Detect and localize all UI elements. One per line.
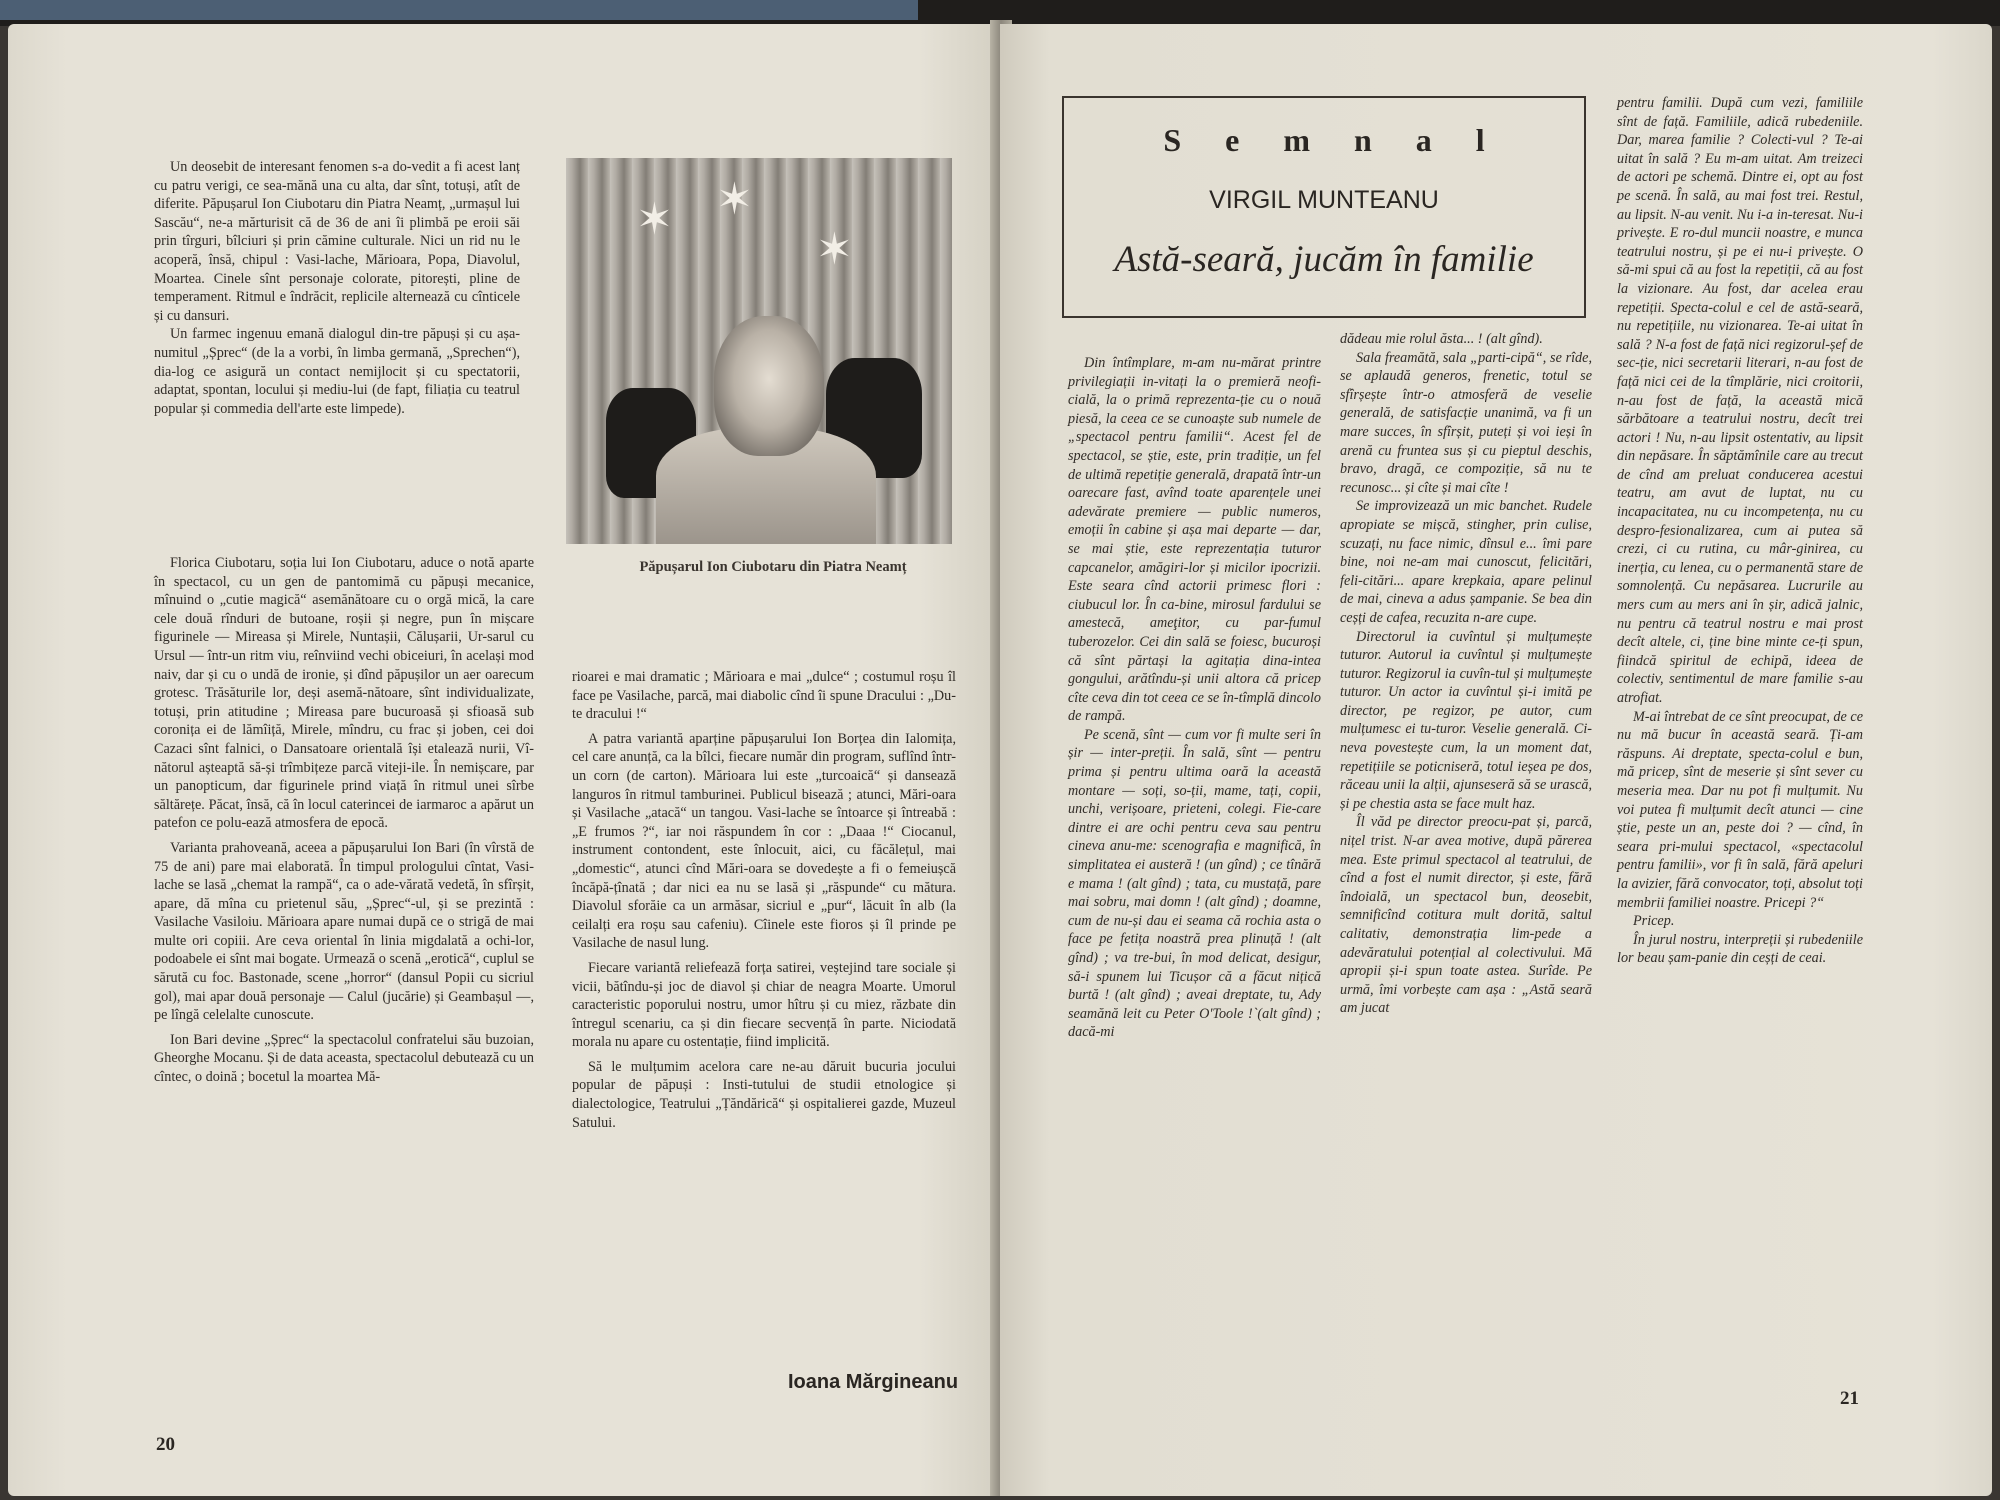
article-author: Ioana Mărgineanu bbox=[788, 1371, 959, 1393]
paragraph: Se improvizează un mic banchet. Rudele apropiate se mișcă, stingher, prin culise, scuzați, nu face nimic, dînsul e... îmi pare bine, noi ne-am mai cunoscut, felicitări, feli-citări... apare krepkaia, apare pelinul de mai, cineva a adus șampanie. Se bea din ceșți de cafea, recuzita n-are cupe. bbox=[1340, 498, 1592, 626]
page-number: 21 bbox=[1840, 1388, 1859, 1409]
paragraph: rioarei e mai dramatic ; Mărioara e mai „dulce“ ; costumul roșu îl face pe Vasilache, parcă, mai diabolic cînd îi spune Dracului : „Du-te dracului !“ bbox=[572, 669, 956, 723]
left-page bbox=[8, 24, 998, 1496]
paragraph: În jurul nostru, interpreții și rubedeniile lor beau șam-panie din ceșți de ceai. bbox=[1617, 931, 1863, 967]
page-number: 20 bbox=[156, 1434, 175, 1455]
puppeteer-portrait bbox=[714, 316, 824, 456]
star-decoration-icon: ✶ bbox=[716, 175, 753, 224]
title-box bbox=[1062, 96, 1586, 318]
paragraph: Îl văd pe director preocu-pat și, parcă, nițel trist. N-ar avea motive, după părerea mea. Este primul spectacol al teatrului, de cînd a fost el numit director, și este, fără îndoială, un spectacol bun, deosebit, semnificînd cotitura mult dorită, saltul calitativ, demonstrația lim-pede a adevăratului potențial al colectivului. Mă apropii și-i spun toate astea. Surîde. Pe urmă, îmi vorbește cam așa : „Astă seară am jucat bbox=[1340, 814, 1592, 1017]
paragraph: Un farmec ingenuu emană dialogul din-tre păpuși și cu așa-numitul „Șpreс“ (de la a vorbi, în limba germană, „Sprechen“), dia-log ce asigură un contact nemijlocit și cu spectatorii, adaptat, spontan, locului și mediu-lui (de fapt, filiația cu teatrul popular și commedia dell'arte este limpede). bbox=[154, 326, 520, 417]
puppeteer-photo bbox=[566, 158, 952, 544]
paragraph: Un deosebit de interesant fenomen s-a do-vedit a fi acest lanț cu patru verigi, ce sea-mănă una cu alta, dar sînt, totuși, atît de diferite. Păpușarul Ion Ciubotaru din Piatra Neamț, „urmașul lui Sasсău“, ne-a mărturisit că de 36 de ani îi plimbă pe eroii săi prin tîrguri, bîlciuri și prin cămine culturale. Nici un rid nu le acoperă, însă, chipul : Vasi-lache, Mărioara, Popa, Diavolul, Moartea. Cinele sînt personaje colorate, pitorești, pline de temperament. Ritmul e îndrăcit, replicile alternează cu cînticele și cu dansuri. bbox=[154, 159, 520, 324]
paragraph: Ion Bari devine „Șpreс“ la spectacolul confratelui său buzoian, Gheorghe Mocanu. Și de data aceasta, spectacolul debutează cu un cîntec, o doină ; bocetul la moartea Mă- bbox=[154, 1031, 534, 1086]
right-column-1 bbox=[1068, 354, 1321, 1042]
paragraph: A patra variantă aparține păpușarului Ion Borțea din Ialomița, cel care anunță, ca la bîlci, fiecare număr din program, suflînd într-un corn (de carton). Mărioara lui este „turcoaică“ și dansează languros în ritmul tamburinei. Publicul bisează ; atunci, Mări-oara și Vasilache „atacă“ un tangou. Vasi-lache se întoarce și întreabă : „E frumos ?“, iar noi răspundem în cor : „Daaa !“ Ciocanul, instrument contondent, este înlocuit, aici, cu făcălețul, mai „domestic“, atunci cînd Mări-oara se dovedește a fi o femeiușcă încăpă-țînată ; dar nici ea nu se lasă și „răspunde“ cu mătura. Diavolul sforăie ca un armăsar, sicriul e „pur“, lăcuit în alb (la ceilalți era roșu sau cafeniu). Cîinele este fioros și îl prinde pe Vasilache de nasul lung. bbox=[572, 730, 956, 952]
paragraph: Fiecare variantă reliefează forța satirei, veștejind tare sociale și vicii, bătîndu-și joc de diavol și chiar de neagra Moarte. Umorul caracteristic poporului nostru, umor hîtru și cu miez, răzbate din întregul scenariu, ca și din fiecare secvență în parte. Niciodată morala nu apare cu ostentație, fiind implicită. bbox=[572, 959, 956, 1051]
play-title: Astă-seară, jucăm în familie bbox=[1114, 239, 1534, 280]
paragraph: Florica Ciubotaru, soția lui Ion Ciubotaru, aduce o notă aparte în spectacol, cu un gen de pantomimă cu păpuși mecanice, mînuind o „cutie magică“ asemănătoare cu o orgă mică, la care cele două rînduri de butoane, roșii și negre, pun în mișcare figurinele — Mireasa și Mirele, Nuntașii, Călușarii, Ur-sarul cu Ursul — într-un ritm viu, reînviind vechi obiceiuri, în același mod naiv, dar și cu o undă de ironie, și dînd păpușilor un aer oarecum grotesc. Trăsăturile lor, deși asemă-nătoare, sînt individualizate, totuși, prin atitudine ; Mireasa pare bucuroasă și sfioasă sub coronița ei de lămîiță, Mirele, mîndru, cu frac și joben, cei doi Cazaci sînt falnici, o Dansatoare orientală își etalează nurii, Vî-nătorul așteaptă să-și trîmbițeze parcă viteji-ile. În nemișcare, par un panopticum, dar figurinele prind viață în ritmul unei sîrbe săltărețe. Păcat, însă, că în locul caterincei de iarmaroc a apărut un patefon ce polu-ează atmosfera de epocă. bbox=[154, 555, 534, 832]
paragraph: pentru familii. După cum vezi, familiile sînt de față. Familiile, adică rubedeniile. Dar, marea familie ? Colecti-vul ? Te-ai uitat în sală ? Eu m-am uitat. Am treizeci de actori pe schemă. Dintre ei, opt au fost pe scenă. În sală, au mai fost trei. Restul, au lipsit. N-au venit. Nu i-a in-teresat. Nu-i privește. E ro-dul muncii noastre, e munca teatrului nostru, și pe ei nu-i privește. O să-mi spui că au fost la repetiții, că au fost la vizionare. Au fost, dar acelea erau repetiții. Specta-colul e cel de astă-seară, nu repetițiile, nu vizionarea. Te-ai uitat în sală ? N-a fost de față nici regizorul-șef de sec-ție, nici secretarii literari, n-au fost de față nici cei de la tîmplărie, nici croitorii, n-au fost de față, la această mică sărbătoare a teatrului nostru, decît trei actori ! Nu, n-au lipsit ostentativ, au lipsit din nepăsare. În săptămînile care au trecut de cînd am preluat conducerea acestui teatru, am avut de luptat, nu cu incapacitatea, nu cu incompetența, nu cu despro-fesionalizarea, cum ai putea să crezi, ci cu rutina, cu mâr-ginirea, cu inerția, cu lenea, cu o permanentă stare de somnolență. Cu nepăsarea. Lucrurile au mers cum au mers ani în șir, adică jalnic, nu pentru că teatrul nostru e mai prost decît altele, ci, ține bine minte ce-ți spun, fiindcă spiritul de echipă, ideea de colectiv, sentimentul de mare familie s-au atrofiat. bbox=[1617, 95, 1863, 706]
left-column-1-top bbox=[154, 158, 520, 418]
paragraph: dădeau mie rolul ăsta... ! (alt gînd). bbox=[1340, 331, 1543, 347]
paragraph: Directorul ia cuvîntul și mulțumește tuturor. Autorul ia cuvîntul și mulțumește tuturor. Regizorul ia cuvîn-tul și mulțumește tuturor. Un actor ia cuvîntul și-i imită pe director, pe regizor, pe autor, cum mulțumesc ei tu-turor. Veselie generală. Ci-neva povestește cum, la un moment dat, repetițiile se poticniseră, totul ieșea pe dos, răceau unii la alții, ajunseseră să se urască, și pe chestia asta se face mult haz. bbox=[1340, 628, 1592, 812]
left-column-2 bbox=[572, 668, 956, 1132]
right-page bbox=[1000, 24, 1992, 1496]
right-column-2 bbox=[1340, 330, 1592, 1018]
paragraph: Sala freamătă, sala „parti-cipă“, se rîde, se aplaudă generos, frenetic, totul se sfîrșește într-o atmosferă de veselie generală, de satisfacție unanimă, va fi un mare succes, în sfîrșit, puteți și voi ieși în arenă cu fruntea sus și cu pieptul deschis, bravo, dragă, ce compoziție, să nu te recunosc... și cîte și mai cîte ! bbox=[1340, 349, 1592, 496]
paragraph: Pricep. bbox=[1633, 913, 1675, 930]
paragraph: Pe scenă, sînt — cum vor fi multe seri în șir — inter-preții. În sală, sînt — pentru prima și pentru ultima oară la această montare — soți, so-ții, mame, tați, copii, unchi, verișoare, prieteni, colegi. Fie-care dintre ei are ochi pentru ceva sau pentru cineva anu-me: scenografia e magnifică, în simplitatea ei austeră ! (un gînd) ; ce tînără e mama ! (alt gînd) ; tata, cu mustață, pare mai sobru, mai domn ! (alt gînd) ; doamne, cum de nu-și dau ei seama că rochia asta o face pe fetița noastră prea plinuță ! (alt gînd) ; va tre-bui, în mod delicat, desigur, să-i spunem lui Ticușor că a făcut nițică burtă ! (alt gînd) ; aveai dreptate, tu, Ady seamănă leit cu Peter O'Toole !`(alt gînd) ; dacă-mi bbox=[1068, 726, 1321, 1041]
left-column-1-bottom bbox=[154, 554, 534, 1087]
paragraph: M-ai întrebat de ce sînt preocupat, de ce nu mă bucur în această seară. Ți-am răspuns. Ai dreptate, specta-colul e bun, mă pricep, sînt de meserie și sînt sever cu meseria mea. Dar nu pot fi mulțumit. Nu voi putea fi mulțumit decît atunci — cine știe, peste un an, peste doi ? — cînd, în seara pri-mului spectacol, «spectacolul pentru familii», vor fi în sală, fără apeluri la avizier, fără convocator, toți, absolut toți membrii familiei noastre. Pricepi ?“ bbox=[1617, 708, 1863, 911]
paragraph: Din întîmplare, m-am nu-mărat printre privilegiații in-vitați la o premieră neofi-cială, la o primă reprezenta-ție cu o nouă piesă, la ceea ce se cunoaște sub numele de „spectacol pentru familii“. Acest fel de spectacol, se știe, este, prin tradiție, un fel de ultimă repetiție generală, drapată într-un oarecare fast, avînd toate aparențele unei adevărate premiere — public numeros, emoții în cabine și așa mai departe — dar, se mai știe, este reprezentația tuturor capcanelor, amăgiri-lor și micilor ipocrizii. Este seara cînd actorii primesc flori : ciubucul lor. În ca-bine, mirosul fardului se amestecă, ameţitor, cu par-fumul tuberozelor. Cei din sală se foiesc, bucuroși că sînt părtași la agitația dina-intea gongului, arătîndu-și unii altora că pricep cîte ceva din tot ceea ce se în-tîmplă dincolo de rampă. bbox=[1068, 355, 1321, 725]
star-decoration-icon: ✶ bbox=[636, 195, 673, 244]
photo-caption: Păpușarul Ion Ciubotaru din Piatra Neamț bbox=[639, 559, 907, 575]
section-label: Semnal bbox=[1163, 122, 1529, 158]
paragraph: Să le mulțumim acelora care ne-au dăruit bucuria jocului popular de păpuși : Insti-tutului de studii etnologice și dialectologice, Teatrului „Țăndărică“ și ospitalierei gazde, Muzeul Satului. bbox=[572, 1058, 956, 1131]
paragraph: Varianta prahoveană, aceea a păpușarului Ion Bari (în vîrstă de 75 de ani) pare mai elaborată. În timpul prologului cîntat, Vasi-lache se lasă „chemat la rampă“, ca o ade-vărată vedetă, în sfîrșit, apare, dă mîna cu prietenul său, „Șpreс“-ul, și se prezintă : Vasilache Vasiloiu. Mărioara apare numai după ce o strigă de mai multe ori copiii. Are ceva oriental în linia migdalată a ochi-lor, podoabele ei sînt mai bogate. Urmează o scenă „erotică“, cuplul se sărută cu foc. Bastonade, scene „horror“ (dansul Popii cu sicriul gol), mai apar două personaje — Calul (jucărie) și Geambașul —, pe lîngă celelalte cunoscute. bbox=[154, 839, 534, 1024]
star-decoration-icon: ✶ bbox=[816, 225, 853, 274]
right-column-3 bbox=[1617, 94, 1863, 968]
author-name: VIRGIL MUNTEANU bbox=[1209, 186, 1439, 214]
